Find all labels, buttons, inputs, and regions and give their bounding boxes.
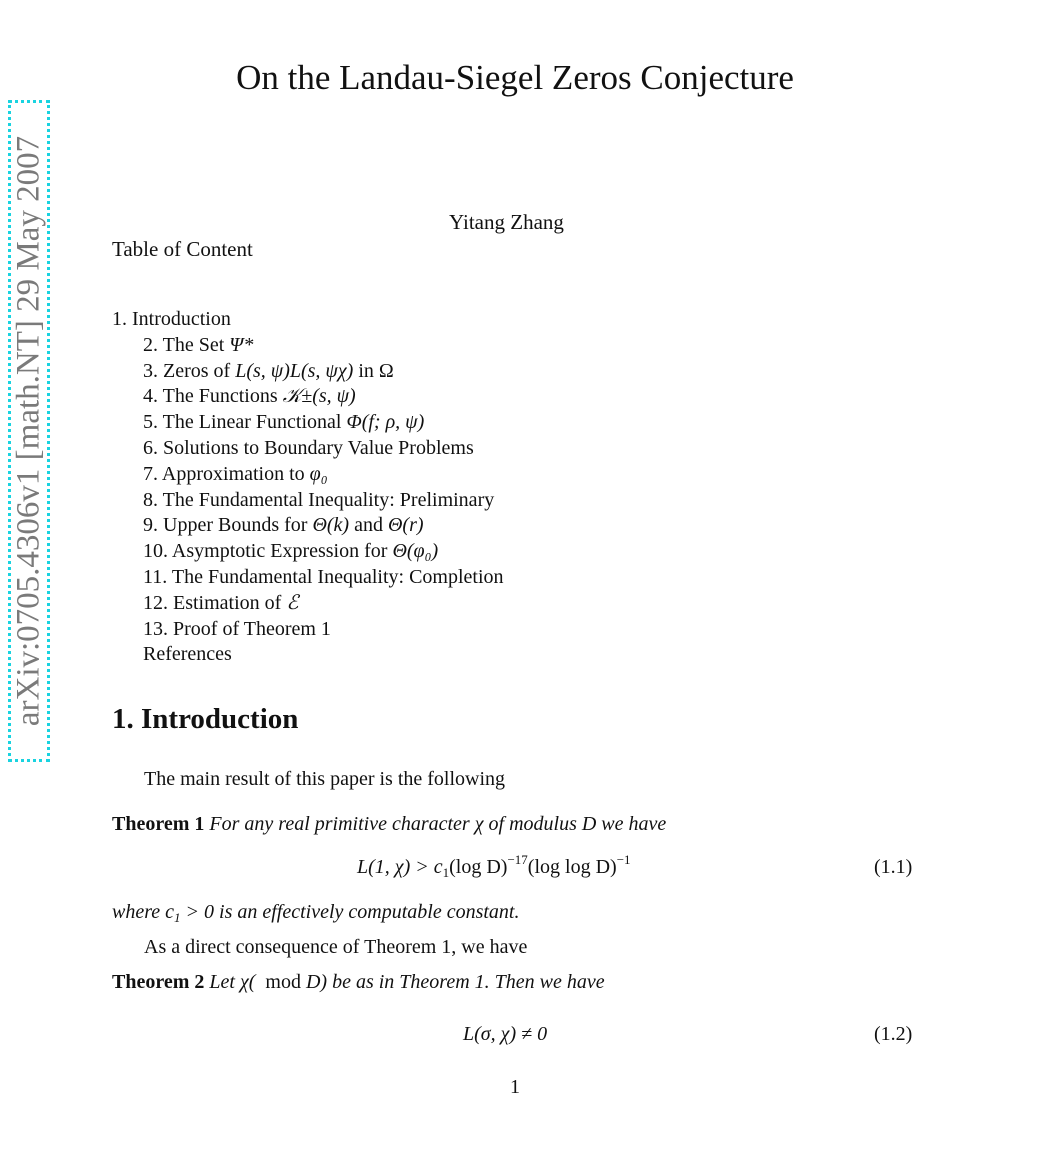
toc-item[interactable] [112,359,504,385]
toc-item-math: φ₀ [309,462,328,485]
equation-1-2: L(σ, χ) ≠ 0 [463,1023,548,1045]
toc-item-suffix: and [349,514,388,537]
theorem-1-statement: For any real primitive character χ of modulus D we have [209,813,667,835]
toc-item-number: 6. [143,436,158,459]
toc-item[interactable] [112,591,504,617]
toc-item[interactable] [112,513,504,539]
toc-item-math: Φ(f; ρ, ψ) [346,411,425,434]
toc-item-number: 1. [112,308,127,330]
arxiv-stamp [8,100,50,762]
toc-item[interactable] [112,565,504,591]
table-of-contents [112,307,504,668]
toc-item-math: 𝒦±(s, ψ) [282,385,356,408]
page-number: 1 [510,1076,520,1098]
eq1-sub: 1 [442,865,450,880]
toc-item-math: Ψ* [229,333,254,356]
toc-item[interactable] [112,462,504,488]
toc-item-math: Θ(φ₀) [392,540,439,563]
arxiv-identifier: arXiv:0705.4306v1 [math.NT] 29 May 2007 [10,135,47,727]
toc-item[interactable] [112,617,504,643]
paper-title: On the Landau-Siegel Zeros Conjecture [236,58,794,97]
toc-item-suffix: in Ω [353,359,394,382]
toc-item[interactable] [112,539,504,565]
toc-item-label: The Functions [162,385,283,408]
toc-item[interactable] [112,333,504,359]
toc-item-label: The Fundamental Inequality: Completion [171,565,504,588]
toc-item-number: 13. [143,617,168,640]
eq1-log: (log D) [449,856,508,878]
toc-item[interactable] [112,384,504,410]
cond-pre: where c [112,901,175,923]
section-heading: 1. Introduction [112,703,299,735]
toc-item-math: Θ(k) [312,514,350,537]
toc-item-number: 10. [143,540,168,563]
toc-item-label: The Set [162,333,230,356]
cond-sub: 1 [174,910,181,925]
toc-item-label: References [143,643,232,666]
toc-item-number: 4. [143,385,158,408]
toc-item-label: Zeros of [163,359,236,382]
equation-number-1-1: (1.1) [874,856,913,878]
eq1-loglog: (log log D) [527,856,617,878]
toc-item-number: 9. [143,514,158,537]
toc-heading: Table of Content [112,237,253,261]
theorem-2-mod: mod [255,971,306,993]
eq1-exp1: −17 [507,852,528,867]
toc-item-label: Upper Bounds for [163,514,313,537]
equation-1-1 [357,852,631,880]
theorem-2-label: Theorem 2 [112,971,205,993]
intro-paragraph: The main result of this paper is the following [144,768,506,790]
toc-item-number: 8. [143,488,158,511]
toc-item-number: 5. [143,411,158,434]
eq1-exp2: −1 [616,852,631,867]
toc-item-label: Approximation to [161,462,310,485]
theorem-1-label: Theorem 1 [112,813,205,835]
theorem-1 [112,813,666,836]
theorem-2-post: D) be as in Theorem 1. Then we have [305,971,605,993]
toc-item-number: 7. [143,462,158,485]
eq1-lhs: L(1, χ) > c [357,856,443,878]
toc-item-label: The Fundamental Inequality: Preliminary [162,488,495,511]
toc-item[interactable] [112,642,504,668]
toc-item-label: Asymptotic Expression for [171,540,393,563]
toc-item-number: 3. [143,359,158,382]
toc-item-label: Proof of Theorem 1 [173,617,331,640]
toc-item[interactable] [112,436,504,462]
theorem-2-pre: Let χ( [209,971,256,993]
toc-item[interactable] [112,488,504,514]
cond-post: > 0 is an effectively computable constant. [180,901,520,923]
toc-item-math: L(s, ψ)L(s, ψχ) [235,359,354,382]
theorem-1-condition [112,901,519,924]
paper-author: Yitang Zhang [449,210,564,234]
toc-item-label: Estimation of [173,591,287,614]
toc-item[interactable] [112,307,504,333]
toc-item-label: Solutions to Boundary Value Problems [163,436,474,459]
toc-item-number: 11. [143,565,168,588]
toc-item-label: The Linear Functional [162,411,347,434]
consequence-paragraph: As a direct consequence of Theorem 1, we have [144,936,528,958]
theorem-2 [112,971,605,994]
toc-item-math: Θ(r) [387,514,424,537]
toc-item-math: ℰ [286,591,299,614]
toc-item-number: 2. [143,333,158,356]
toc-item-number: 12. [143,591,168,614]
equation-number-1-2: (1.2) [874,1023,913,1045]
toc-item[interactable] [112,410,504,436]
toc-item-label: Introduction [132,308,231,330]
